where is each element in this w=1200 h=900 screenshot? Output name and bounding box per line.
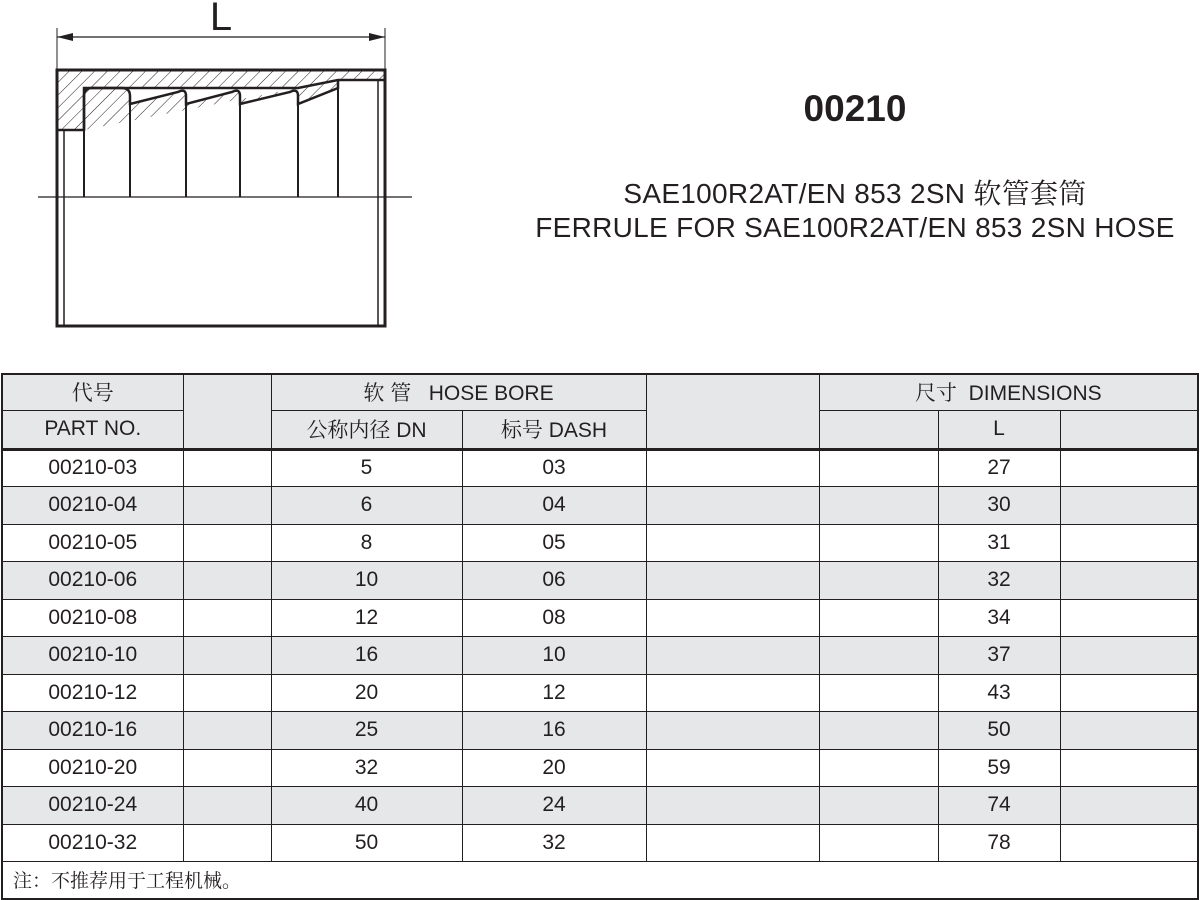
cell-dash: 10 <box>462 637 646 675</box>
cell-part-no: 00210-04 <box>2 487 183 525</box>
cell-dash: 04 <box>462 487 646 525</box>
cell-dash: 16 <box>462 712 646 750</box>
empty-cell <box>183 749 271 787</box>
empty-cell <box>819 637 938 675</box>
empty-cell <box>1060 637 1198 675</box>
table-row <box>2 749 1198 787</box>
empty-cell <box>646 749 819 787</box>
empty-cell <box>1060 787 1198 825</box>
note-row <box>2 862 1198 899</box>
cell-dash: 20 <box>462 749 646 787</box>
header-empty-col <box>819 410 938 449</box>
empty-cell <box>646 637 819 675</box>
empty-cell <box>1060 749 1198 787</box>
ferrule-cross-section-drawing <box>0 0 430 340</box>
cell-dash: 24 <box>462 787 646 825</box>
cell-dash: 08 <box>462 599 646 637</box>
spec-table <box>1 373 1199 900</box>
cell-l: 59 <box>938 749 1060 787</box>
cell-dn: 5 <box>271 449 462 487</box>
cell-dn: 25 <box>271 712 462 750</box>
table-note: 注：不推荐用于工程机械。 <box>2 862 1198 899</box>
cell-part-no: 00210-16 <box>2 712 183 750</box>
empty-cell <box>183 712 271 750</box>
empty-cell <box>1060 487 1198 525</box>
header-dimensions: 尺寸 DIMENSIONS <box>819 374 1198 410</box>
empty-cell <box>819 599 938 637</box>
cell-l: 50 <box>938 712 1060 750</box>
empty-cell <box>819 787 938 825</box>
table-header-row-2 <box>2 410 1198 449</box>
cell-part-no: 00210-32 <box>2 824 183 862</box>
empty-cell <box>646 449 819 487</box>
cell-part-no: 00210-03 <box>2 449 183 487</box>
cell-dn: 32 <box>271 749 462 787</box>
subtitle-chinese: SAE100R2AT/EN 853 2SN 软管套筒 <box>623 178 1087 209</box>
empty-cell <box>646 674 819 712</box>
empty-cell <box>819 449 938 487</box>
cell-dn: 16 <box>271 637 462 675</box>
table-row <box>2 674 1198 712</box>
cell-dn: 8 <box>271 524 462 562</box>
header-dn: 公称内径 DN <box>271 410 462 449</box>
empty-cell <box>819 674 938 712</box>
table-row <box>2 712 1198 750</box>
empty-cell <box>646 824 819 862</box>
empty-cell <box>819 824 938 862</box>
empty-cell <box>819 712 938 750</box>
header-part-no-en: PART NO. <box>2 410 183 449</box>
empty-cell <box>646 599 819 637</box>
product-code: 00210 <box>803 88 907 129</box>
cell-dash: 03 <box>462 449 646 487</box>
header-part-no-cn: 代号 <box>2 374 183 410</box>
empty-cell <box>183 824 271 862</box>
cell-l: 34 <box>938 599 1060 637</box>
table-row <box>2 824 1198 862</box>
empty-cell <box>646 712 819 750</box>
cell-l: 30 <box>938 487 1060 525</box>
cell-part-no: 00210-05 <box>2 524 183 562</box>
empty-cell <box>183 524 271 562</box>
empty-cell <box>183 599 271 637</box>
empty-cell <box>1060 599 1198 637</box>
header-empty-col <box>646 374 819 449</box>
table-row <box>2 562 1198 600</box>
table-header-row-1 <box>2 374 1198 410</box>
cell-l: 27 <box>938 449 1060 487</box>
cell-dn: 12 <box>271 599 462 637</box>
empty-cell <box>819 487 938 525</box>
cell-dash: 12 <box>462 674 646 712</box>
empty-cell <box>646 524 819 562</box>
empty-cell <box>819 562 938 600</box>
cell-part-no: 00210-10 <box>2 637 183 675</box>
cell-part-no: 00210-24 <box>2 787 183 825</box>
cell-dash: 32 <box>462 824 646 862</box>
empty-cell <box>183 562 271 600</box>
empty-cell <box>183 449 271 487</box>
empty-cell <box>819 749 938 787</box>
cell-dash: 05 <box>462 524 646 562</box>
cell-l: 78 <box>938 824 1060 862</box>
cell-part-no: 00210-20 <box>2 749 183 787</box>
empty-cell <box>1060 524 1198 562</box>
cell-dn: 50 <box>271 824 462 862</box>
empty-cell <box>1060 712 1198 750</box>
header-dash: 标号 DASH <box>462 410 646 449</box>
empty-cell <box>1060 824 1198 862</box>
table-row <box>2 599 1198 637</box>
cell-dn: 40 <box>271 787 462 825</box>
cell-dn: 20 <box>271 674 462 712</box>
table-row <box>2 449 1198 487</box>
empty-cell <box>183 787 271 825</box>
cell-l: 43 <box>938 674 1060 712</box>
subtitle-english: FERRULE FOR SAE100R2AT/EN 853 2SN HOSE <box>535 212 1175 243</box>
cell-l: 32 <box>938 562 1060 600</box>
dimension-l-label: L <box>209 0 233 39</box>
cell-l: 31 <box>938 524 1060 562</box>
header-empty-col <box>1060 410 1198 449</box>
cell-part-no: 00210-08 <box>2 599 183 637</box>
cell-part-no: 00210-06 <box>2 562 183 600</box>
empty-cell <box>1060 449 1198 487</box>
header-hose-bore: 软 管 HOSE BORE <box>271 374 646 410</box>
table-row <box>2 787 1198 825</box>
empty-cell <box>819 524 938 562</box>
cell-dash: 06 <box>462 562 646 600</box>
empty-cell <box>1060 674 1198 712</box>
header-l: L <box>938 410 1060 449</box>
empty-cell <box>183 674 271 712</box>
cell-l: 37 <box>938 637 1060 675</box>
header-empty-col <box>183 374 271 449</box>
table-row <box>2 637 1198 675</box>
empty-cell <box>646 562 819 600</box>
cell-dn: 6 <box>271 487 462 525</box>
cell-l: 74 <box>938 787 1060 825</box>
table-row <box>2 487 1198 525</box>
cell-dn: 10 <box>271 562 462 600</box>
empty-cell <box>183 637 271 675</box>
cell-part-no: 00210-12 <box>2 674 183 712</box>
table-row <box>2 524 1198 562</box>
empty-cell <box>646 487 819 525</box>
empty-cell <box>646 787 819 825</box>
empty-cell <box>183 487 271 525</box>
empty-cell <box>1060 562 1198 600</box>
